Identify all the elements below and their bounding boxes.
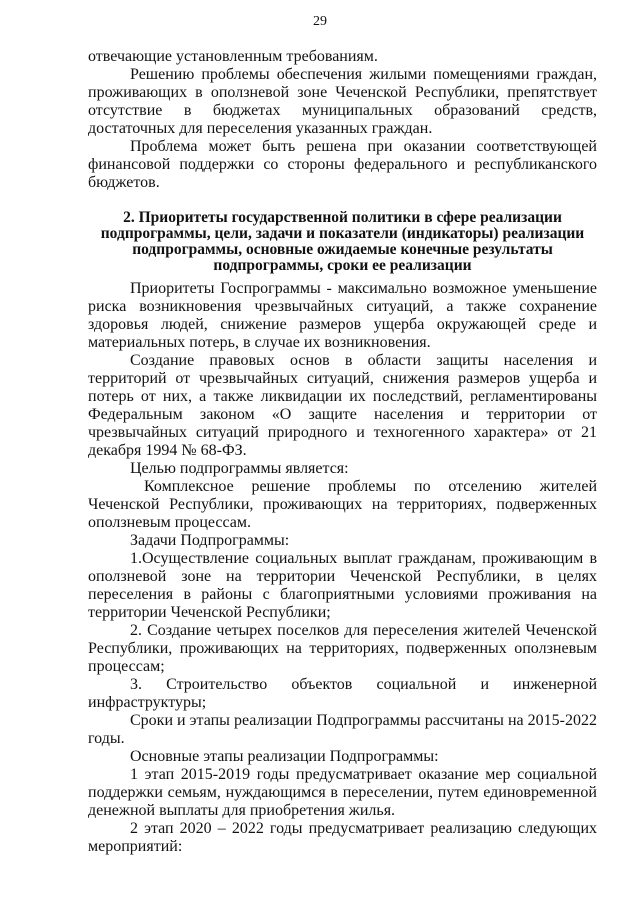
section-paragraph-goal: Комплексное решение проблемы по отселению жителей Чеченской Республики, проживающих на территориях, подверженных оползневым процессам. [88,478,597,531]
section-spacer [88,192,597,210]
document-body [88,48,597,856]
intro-paragraph-2: Решению проблемы обеспечения жилыми помещениями граждан, проживающих в оползневой зоне Чеченской Республики, препятствует отсутствие в бюджетах муниципальных образований средств, достаточных для переселения указанных граждан. [88,66,597,137]
intro-paragraph-3: Проблема может быть решена при оказании соответствующей финансовой поддержки со стороны федерального и республиканского бюджетов. [88,138,597,191]
section-paragraph-tasks-label: Задачи Подпрограммы: [130,532,290,549]
section-paragraph-legal-basis: Создание правовых основ в области защиты населения и территорий от чрезвычайных ситуаций, снижения размеров ущерба и потерь от них, а также ликвидации их последствий, регламентированы Федеральным законом «О защите населения и территории от чрезвычайных ситуаций природного и техногенного характера» от 21 декабря 1994 № 68-ФЗ. [88,352,597,459]
page-number: 29 [313,14,327,29]
intro-paragraph-1: отвечающие установленным требованиям. [88,48,378,65]
section-paragraph-timeline: Сроки и этапы реализации Подпрограммы рассчитаны на 2015-2022 годы. [88,712,597,747]
section-paragraph-task-3: 3. Строительство объектов социальной и инженерной инфраструктуры; [88,676,597,711]
section-paragraph-goal-label: Целью подпрограммы является: [130,460,349,477]
section-heading: 2. Приоритеты государственной политики в сфере реализации подпрограммы, цели, задачи и показатели (индикаторы) реализации подпрограммы, основные ожидаемые конечные результаты подпрограммы, сроки ее реализации [100,209,585,274]
section-paragraph-task-2: 2. Создание четырех поселков для переселения жителей Чеченской Республики, проживающих на территориях, подверженных оползневым процессам; [88,622,597,675]
section-paragraph-task-1: 1.Осуществление социальных выплат гражданам, проживающим в оползневой зоне на территории Чеченской Республики, в целях переселения в районы с благоприятными условиями проживания на территории Чеченской Республики; [88,550,597,621]
section-paragraph-stage-2: 2 этап 2020 – 2022 годы предусматривает реализацию следующих мероприятий: [88,820,597,855]
section-paragraph-stage-1: 1 этап 2015-2019 годы предусматривает оказание мер социальной поддержки семьям, нуждающимся в переселении, путем единовременной денежной выплаты для приобретения жилья. [88,766,597,819]
section-paragraph-priorities: Приоритеты Госпрограммы - максимально возможное уменьшение риска возникновения чрезвычайных ситуаций, а также сохранение здоровья людей, снижение размеров ущерба окружающей среде и материальных потерь, в случае их возникновения. [88,280,597,351]
section-paragraph-stages-label: Основные этапы реализации Подпрограммы: [130,748,439,765]
